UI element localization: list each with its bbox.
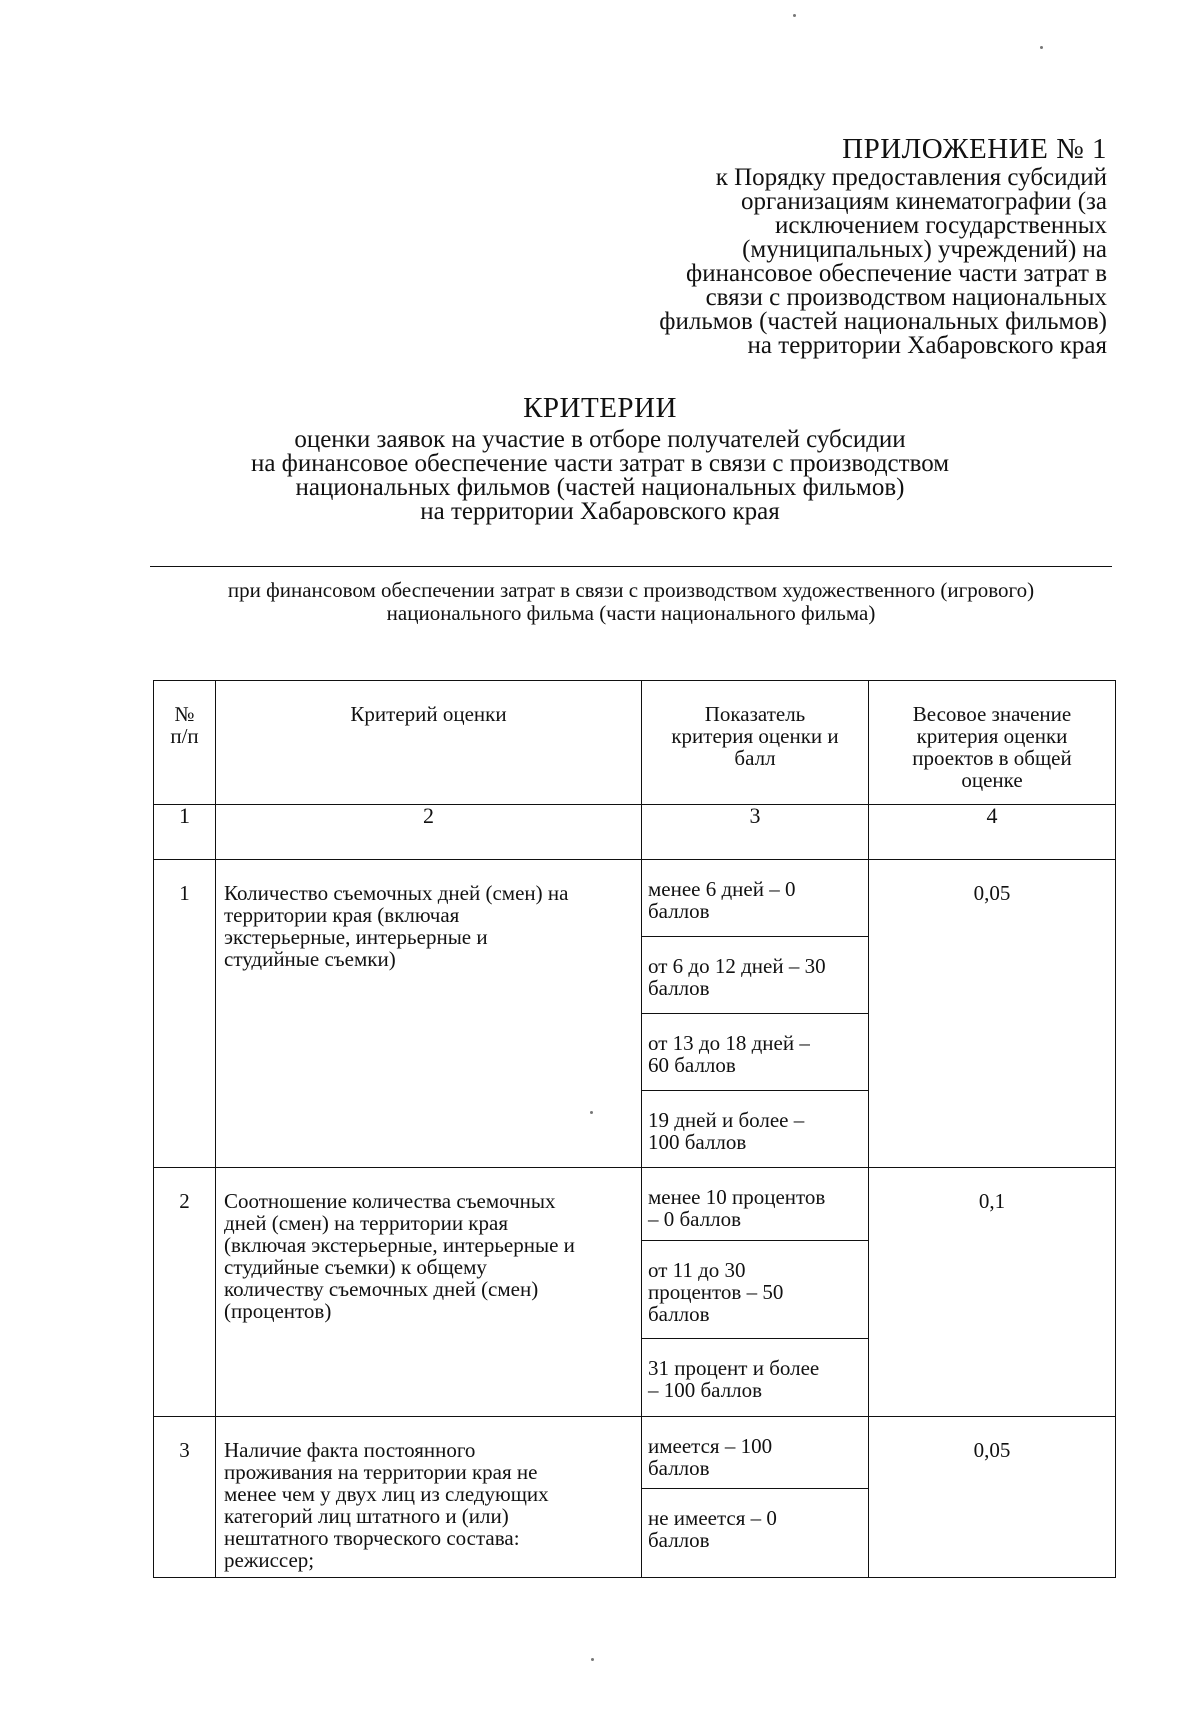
criteria-table [153,680,1116,1578]
appendix-text: к Порядку предоставления субсидий организациям кинематографии (за исключением государственных (муниципальных) учреждений) на финансовое обеспечение части затрат в связи с производством национальных фильмов (частей национальных фильмов) на территории Хабаровского края [659,164,1107,359]
row-number: 1 [154,860,216,1168]
column-index-row [154,805,1116,860]
weight-value: 0,05 [869,1417,1116,1578]
indicator-cell: имеется – 100 баллов [642,1417,869,1489]
scan-speck [793,14,796,17]
table-row [154,1417,1116,1489]
scan-speck [1040,46,1043,49]
weight-value: 0,05 [869,860,1116,1168]
criterion-text: Количество съемочных дней (смен) на территории края (включая экстерьерные, интерьерные и студийные съемки) [216,860,642,1168]
appendix-block [547,132,1107,358]
indicator-cell: от 6 до 12 дней – 30 баллов [642,937,869,1014]
criteria-heading: КРИТЕРИИ [523,392,677,424]
row-number: 2 [154,1168,216,1417]
indicator-cell: 31 процент и более – 100 баллов [642,1339,869,1417]
header-cell-indicator: Показатель критерия оценки и балл [642,681,869,805]
criteria-subtitle: оценки заявок на участие в отборе получателей субсидии на финансовое обеспечение части затрат в связи с производством национальных фильмов (частей национальных фильмов) на территории Хабаровского края [250,426,950,525]
indicator-cell: менее 10 процентов – 0 баллов [642,1168,869,1241]
weight-value: 0,1 [869,1168,1116,1417]
header-cell-number: № п/п [154,681,216,805]
indicator-cell: 19 дней и более – 100 баллов [642,1091,869,1168]
table-header-row [154,681,1116,805]
table-row [154,860,1116,937]
header-cell-criterion: Критерий оценки [216,681,642,805]
row-number: 3 [154,1417,216,1578]
table-row [154,1168,1116,1241]
column-index: 1 [154,805,216,860]
indicator-cell: не имеется – 0 баллов [642,1489,869,1578]
appendix-title: ПРИЛОЖЕНИЕ № 1 [842,133,1107,165]
criterion-text: Соотношение количества съемочных дней (смен) на территории края (включая экстерьерные, интерьерные и студийные съемки) к общему количеству съемочных дней (смен) (процентов) [216,1168,642,1417]
column-index: 4 [869,805,1116,860]
header-cell-weight: Весовое значение критерия оценки проектов в общей оценке [869,681,1116,805]
indicator-cell: менее 6 дней – 0 баллов [642,860,869,937]
scan-speck [590,1111,593,1114]
indicator-cell: от 13 до 18 дней – 60 баллов [642,1014,869,1091]
section-note: при финансовом обеспечении затрат в связи с производством художественного (игрового) национального фильма (части национального фильма) [227,578,1035,625]
scan-speck [591,1658,594,1661]
horizontal-rule [150,566,1112,567]
criterion-text: Наличие факта постоянного проживания на территории края не менее чем у двух лиц из следующих категорий лиц штатного и (или) нештатного творческого состава: режиссер; [216,1417,642,1578]
column-index: 3 [642,805,869,860]
indicator-cell: от 11 до 30 процентов – 50 баллов [642,1241,869,1339]
column-index: 2 [216,805,642,860]
